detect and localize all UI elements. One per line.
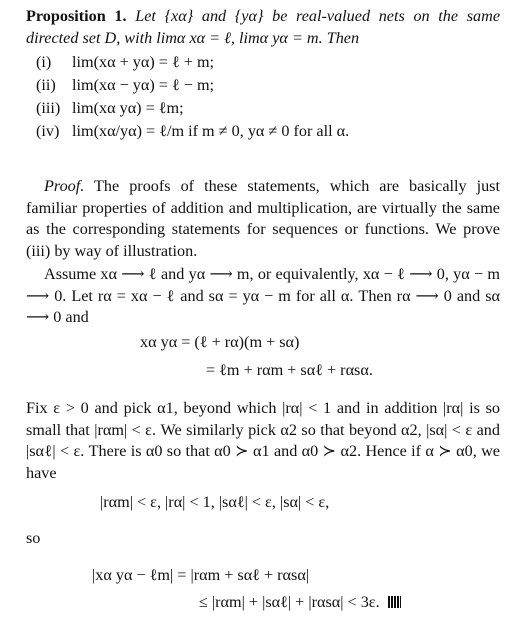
list-item: [36, 121, 506, 144]
equation-line: [199, 592, 401, 614]
proof-paragraph-3: Fix ε > 0 and pick α1, beyond which |rα| < 1 and in addition |rα| is so small that |rαm| < ε. We similarly pick α2 so that beyond α2, |sα| < ε and |sαℓ| < ε. There is α0 so that α0 ≻ α1 and α0 ≻ α2. Hence if α ≻ α0, we have: [26, 399, 500, 482]
proof-paragraph-2: Assume xα ⟶ ℓ and yα ⟶ m, or equivalently, xα − ℓ ⟶ 0, yα − m ⟶ 0. Let rα = xα − ℓ and sα = yα − m for all α. Then rα ⟶ 0 and sα ⟶ 0 and: [26, 265, 500, 326]
so-word: so: [26, 529, 41, 547]
list-item: [36, 75, 506, 98]
item-label: (i): [36, 53, 52, 71]
item-label: (iii): [36, 99, 61, 117]
equation-line: xα yα = (ℓ + rα)(m + sα): [140, 333, 300, 351]
item-formula: lim(xα/yα) = ℓ/m if m ≠ 0, yα ≠ 0 for all α.: [72, 122, 350, 140]
proposition-items: [36, 52, 506, 144]
item-formula: lim(xα − yα) = ℓ − m;: [72, 76, 215, 94]
proof-label: Proof.: [44, 177, 85, 195]
proof-paragraph-1: [26, 176, 500, 262]
proposition-statement: Let {xα} and {yα} be real-valued nets on the same directed set D, with limα xα = ℓ, limα yα = m. Then: [26, 7, 501, 47]
equation-line: |xα yα − ℓm| = |rαm + sαℓ + rαsα|: [92, 566, 310, 584]
list-item: [36, 52, 506, 75]
item-label: (ii): [36, 76, 56, 94]
proposition-label: Proposition 1.: [26, 7, 127, 25]
item-formula: lim(xα yα) = ℓm;: [72, 99, 184, 117]
proof-text: The proofs of these statements, which are basically just familiar properties of addition and multiplication, are virtually the same as the corresponding statements for sequences or functions. We prove (iii) by way of illustration.: [26, 177, 500, 260]
equation-text: ≤ |rαm| + |sαℓ| + |rαsα| < 3ε.: [199, 593, 380, 611]
item-label: (iv): [36, 122, 60, 140]
equation-line: |rαm| < ε, |rα| < 1, |sαℓ| < ε, |sα| < ε,: [100, 493, 330, 511]
list-item: [36, 98, 506, 121]
equation-line: = ℓm + rαm + sαℓ + rαsα.: [206, 361, 373, 379]
end-of-proof-icon: [388, 596, 401, 608]
proposition-block: [26, 6, 500, 49]
item-formula: lim(xα + yα) = ℓ + m;: [72, 53, 215, 71]
